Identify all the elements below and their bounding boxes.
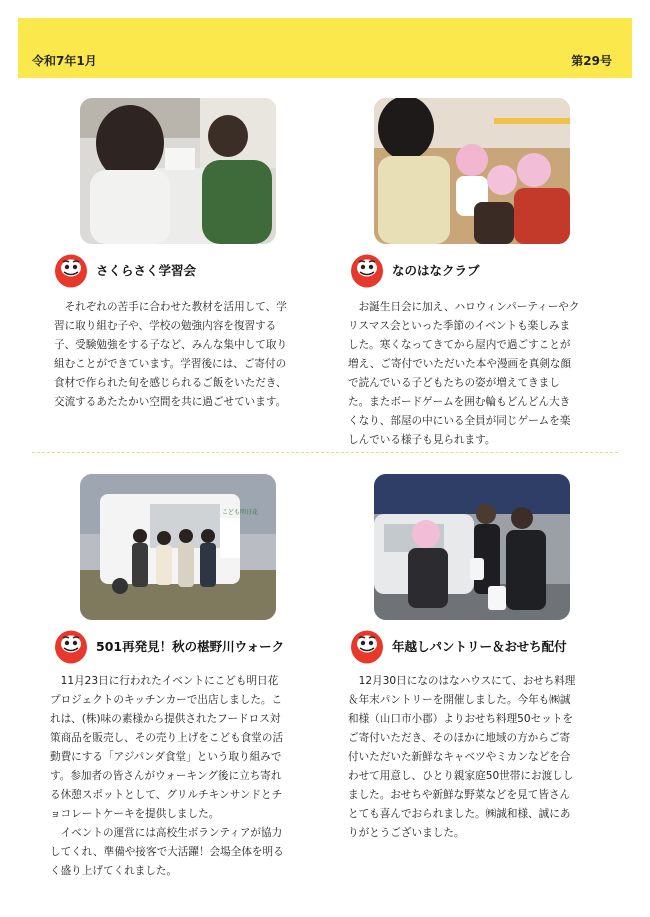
article-body-study: それぞれの苦手に合わせた教材を活用して、学 習に取り組む子や、学校の勉強内容を復習する 子、受験勉強をする子など、みんな集中して取り 組むことができています。学習後には、ご寄付の 食材で作られた旬を感じられるご飯をいただき、 交流するあたたかい空間を共に過ごせています。	[54, 301, 288, 408]
issue-number: 第29号	[571, 54, 612, 68]
kitchen-car-sign: こども明日花	[222, 509, 259, 516]
article-title-row-study	[54, 252, 196, 288]
issue-date: 令和7年1月	[32, 54, 97, 68]
article-title: なのはなクラブ	[392, 263, 480, 278]
article-title-row-nanohana	[350, 252, 480, 288]
article-title: 501再発見！秋の椹野川ウォーク	[96, 639, 285, 654]
daruma-icon	[54, 252, 88, 288]
article-body-walk: 11月23日に行われたイベントにこども明日花 プロジェクトのキッチンカーで出店しました。こ れは、(株)味の素様から提供されたフードロス対 策商品を販売し、その売り上げをこども食堂の活 動費にする「アジパンダ食堂」という取り組みで す。参加者の皆さんがウォーキング後に立ち寄れ る休憩スポットとして、グリルチキンサンドとチ ョコレートケーキを提供しました。 イベントの運営には高校生ボランティアが協力 してくれ、準備や接客で大活躍！会場全体を明る く盛り上げてくれました。	[50, 675, 284, 877]
section-divider	[32, 452, 618, 453]
photo-study-session	[80, 98, 276, 244]
header-band	[18, 18, 632, 78]
photo-pantry	[374, 474, 570, 620]
article-body-pantry: 12月30日になのはなハウスにて、おせち料理 ＆年末パントリーを開催しました。今年も㈱誠 和様（山口市小郡）よりおせち料理50セットを ご寄付いただき、そのほかに地域の方からご寄 付いただいた新鮮なキャベツやミカンなどを合 わせて用意し、ひとり親家庭50世帯にお渡しし ました。おせちや新鮮な野菜などを見て皆さん とても喜んでおられました。㈱誠和様、誠にあ りがとうございました。	[348, 675, 576, 839]
article-title: さくらさく学習会	[96, 263, 197, 278]
photo-kitchen-car	[80, 474, 276, 620]
daruma-icon	[350, 628, 384, 664]
article-body-nanohana: お誕生日会に加え、ハロウィンパーティーやク リスマス会といった季節のイベントも楽しみま した。寒くなってきてから屋内で過ごすことが 増え、ご寄付でいただいた本や漫画を真剣な顔 で読んでいる子どもたちの姿が増えてきまし た。またボードゲームを囲む輪もどんどん大き くなり、部屋の中にいる全員が同じゲームを楽 しんでいる様子も見られます。	[348, 301, 580, 446]
photo-nanohana-club	[374, 98, 570, 244]
article-title-row-pantry	[350, 628, 567, 664]
daruma-icon	[54, 628, 88, 664]
daruma-icon	[350, 252, 384, 288]
article-title: 年越しパントリー＆おせち配付	[392, 639, 567, 654]
article-title-row-walk	[54, 628, 284, 664]
